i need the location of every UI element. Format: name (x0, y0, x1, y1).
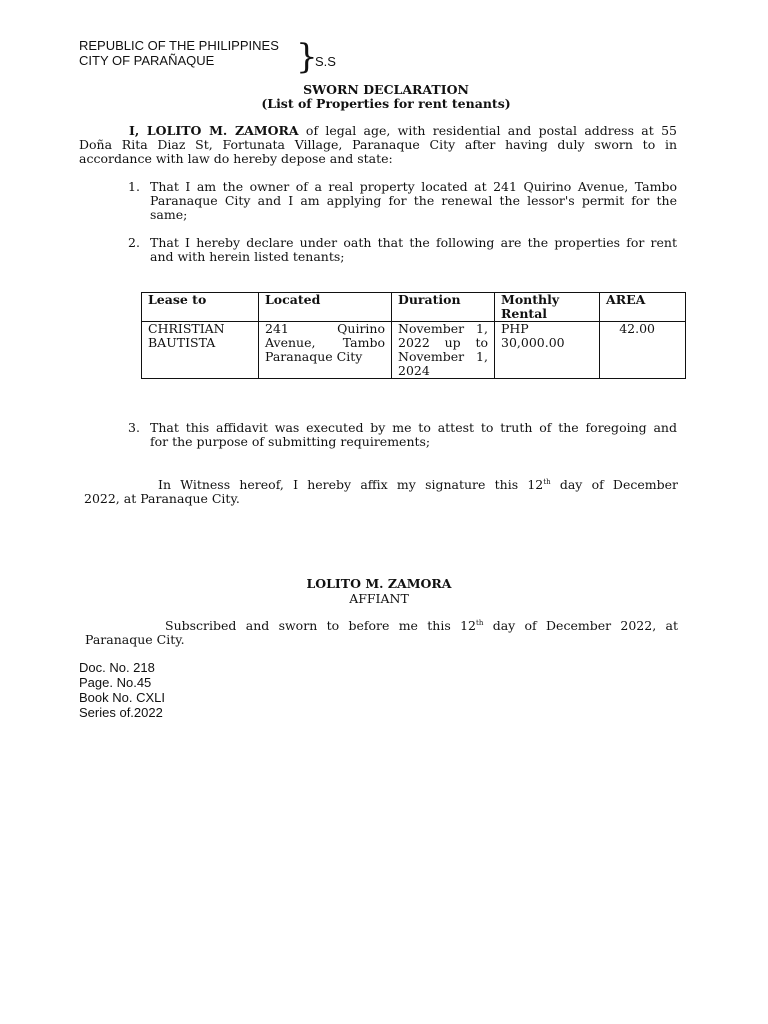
column-header: Duration (392, 293, 495, 322)
curly-brace-icon: } (296, 37, 318, 77)
book-number: Book No. CXLI (79, 690, 165, 705)
header-ss: S.S (315, 54, 336, 69)
intro-line-2: Doña Rita Diaz St, Fortunata Village, Paranaque City after having duly sworn to in (79, 137, 677, 152)
list-item-number: 2. (128, 235, 140, 250)
document-title: SWORN DECLARATION (303, 82, 469, 97)
column-header: AREA (600, 293, 686, 322)
page-number: Page. No.45 (79, 675, 152, 690)
notary-details (79, 660, 165, 720)
cell-located: 241 Quirino Avenue, Tambo Paranaque City (259, 322, 392, 379)
intro-line-3: accordance with law do hereby depose and state: (79, 151, 393, 166)
declarant-name: I, LOLITO M. ZAMORA (129, 123, 299, 138)
column-header: Monthly Rental (495, 293, 600, 322)
document-subtitle: (List of Properties for rent tenants) (261, 96, 511, 111)
affiant-role: AFFIANT (349, 591, 409, 606)
column-header: Lease to (142, 293, 259, 322)
witness-paragraph: In Witness hereof, I hereby affix my signature this 12th day of December 2022, at Paranaque City. (84, 477, 678, 506)
intro-line-1: I, LOLITO M. ZAMORA of legal age, with residential and postal address at 55 (129, 123, 677, 138)
subscribed-paragraph: Subscribed and sworn to before me this 12th day of December 2022, at Paranaque City. (85, 618, 678, 647)
list-item-number: 1. (128, 179, 140, 194)
cell-area: 42.00 (600, 322, 686, 379)
list-item-3: 3. That this affidavit was executed by me to attest to truth of the foregoing and for the purpose of submitting requirements; (128, 420, 677, 449)
list-item-2: 2. That I hereby declare under oath that the following are the properties for rent and with herein listed tenants; (128, 235, 677, 264)
cell-rental: PHP 30,000.00 (495, 322, 600, 379)
list-item-number: 3. (128, 420, 140, 435)
header-city: CITY OF PARAÑAQUE (79, 53, 215, 68)
table-row (142, 322, 686, 379)
series-year: Series of.2022 (79, 705, 163, 720)
column-header: Located (259, 293, 392, 322)
cell-lease-to: CHRISTIAN BAUTISTA (142, 322, 259, 379)
doc-number: Doc. No. 218 (79, 660, 155, 675)
header-republic: REPUBLIC OF THE PHILIPPINES (79, 38, 279, 53)
tenants-table (141, 292, 686, 379)
table-header-row (142, 293, 686, 322)
list-item-1: 1. That I am the owner of a real property located at 241 Quirino Avenue, Tambo Paranaque City and I am applying for the renewal the lessor's permit for the same; (128, 179, 677, 222)
intro-paragraph (79, 124, 677, 166)
cell-duration: November 1, 2022 up to November 1, 2024 (392, 322, 495, 379)
affiant-name: LOLITO M. ZAMORA (306, 576, 452, 591)
